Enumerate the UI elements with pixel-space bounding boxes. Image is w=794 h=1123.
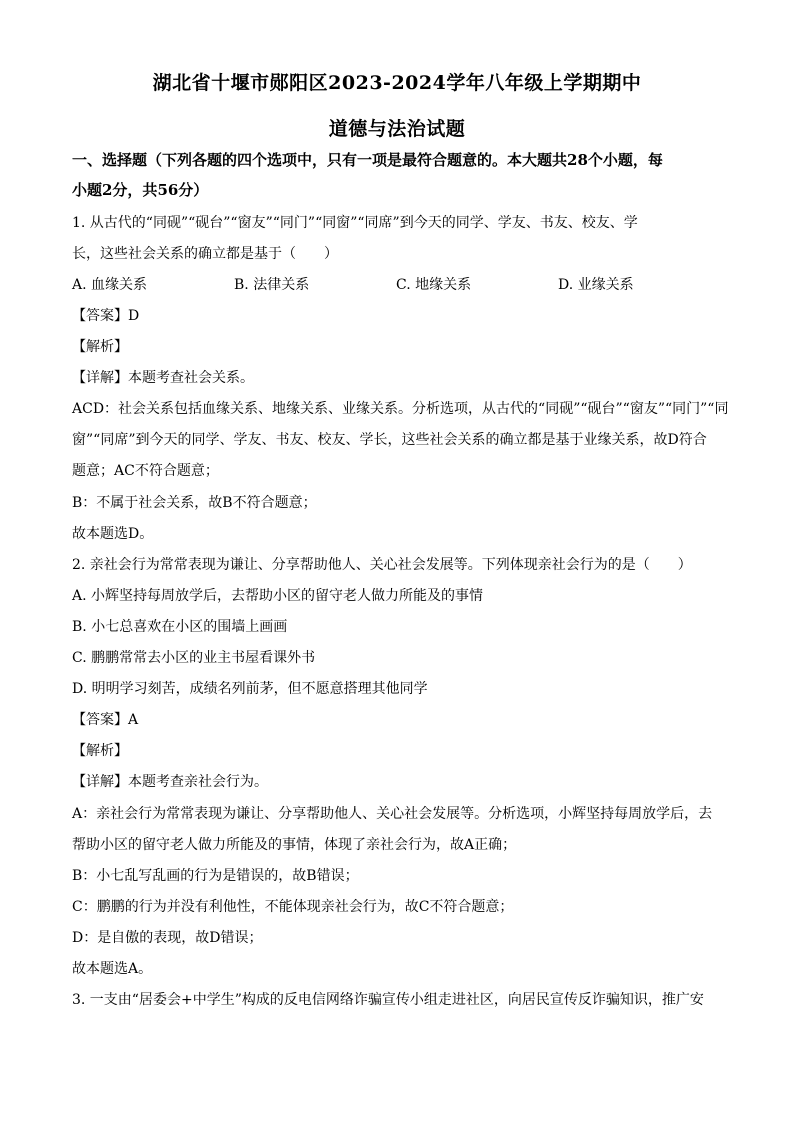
q1-option-b: B. 法律关系	[234, 277, 310, 293]
q1-conclusion: 故本题选D。	[72, 526, 154, 542]
exam-title: 湖北省十堰市郧阳区2023-2024学年八年级上学期期中	[152, 72, 642, 94]
q1-stem-line2: 长，这些社会关系的确立都是基于（ ）	[72, 246, 338, 262]
q1-answer: 【答案】D	[72, 308, 140, 324]
q2-analysis-label: 【解析】	[72, 743, 128, 759]
q2-stem: 2. 亲社会行为常常表现为谦让、分享帮助他人、关心社会发展等。下列体现亲社会行为的是（ ）	[72, 557, 692, 573]
q1-detail: 【详解】本题考查社会关系。	[72, 370, 254, 386]
exam-subtitle: 道德与法治试题	[328, 118, 466, 140]
q1-explanation-line1: ACD：社会关系包括血缘关系、地缘关系、业缘关系。分析选项，从古代的“同砚”“砚台”“窗友”“同门”“同	[72, 401, 729, 417]
q2-explanation-line4: C：鹏鹏的行为并没有利他性，不能体现亲社会行为，故C不符合题意；	[72, 899, 514, 915]
q2-detail: 【详解】本题考查亲社会行为。	[72, 774, 268, 790]
section-header-line1: 一、选择题（下列各题的四个选项中，只有一项是最符合题意的。本大题共28个小题，每	[72, 151, 663, 169]
q1-analysis-label: 【解析】	[72, 339, 128, 355]
q2-option-d: D. 明明学习刻苦，成绩名列前茅，但不愿意搭理其他同学	[72, 681, 428, 697]
q1-explanation-line3: 题意；AC不符合题意；	[72, 463, 219, 479]
q1-option-c: C. 地缘关系	[396, 277, 472, 293]
q2-explanation-line5: D：是自傲的表现，故D错误；	[72, 930, 263, 946]
q2-option-c: C. 鹏鹏常常去小区的业主书屋看课外书	[72, 650, 316, 666]
q1-option-d: D. 业缘关系	[558, 277, 634, 293]
q2-option-a: A. 小辉坚持每周放学后，去帮助小区的留守老人做力所能及的事情	[72, 588, 484, 604]
q3-stem-line1: 3. 一支由“居委会+中学生”构成的反电信网络诈骗宣传小组走进社区，向居民宣传反诈骗知识，推广安	[72, 992, 704, 1008]
q1-option-a: A. 血缘关系	[72, 277, 148, 293]
q1-stem-line1: 1. 从古代的“同砚”“砚台”“窗友”“同门”“同窗”“同席”到今天的同学、学友、书友、校友、学	[72, 215, 638, 231]
q2-option-b: B. 小七总喜欢在小区的围墙上画画	[72, 619, 288, 635]
q1-explanation-line4: B：不属于社会关系，故B不符合题意；	[72, 495, 317, 511]
q2-explanation-line3: B：小七乱写乱画的行为是错误的，故B错误；	[72, 868, 359, 884]
q2-explanation-line2: 帮助小区的留守老人做力所能及的事情，体现了亲社会行为，故A正确；	[72, 837, 517, 853]
q1-explanation-line2: 窗”“同席”到今天的同学、学友、书友、校友、学长，这些社会关系的确立都是基于业缘关系，故D符合	[72, 432, 707, 448]
section-header-line2: 小题2分，共56分）	[72, 181, 209, 199]
q2-answer: 【答案】A	[72, 712, 139, 728]
q2-explanation-line1: A：亲社会行为常常表现为谦让、分享帮助他人、关心社会发展等。分析选项，小辉坚持每周放学后，去	[72, 806, 713, 822]
q2-conclusion: 故本题选A。	[72, 961, 153, 977]
